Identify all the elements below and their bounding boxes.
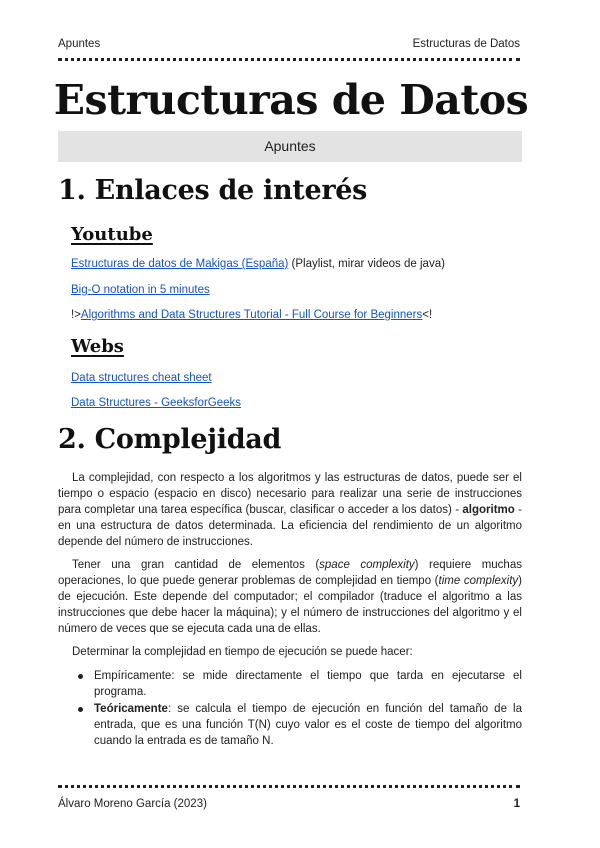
list-item (71, 258, 445, 270)
list-item (71, 397, 241, 409)
document-subtitle: Apuntes (58, 131, 522, 162)
list-item (71, 372, 212, 384)
bullet-text: : se mide directamente el tiempo que tarda en ejecutarse el programa. (94, 670, 522, 698)
list-item (58, 668, 522, 700)
paragraph-text: Tener una gran cantidad de elementos ( (72, 559, 320, 571)
link-cheat-sheet[interactable]: Data structures cheat sheet (71, 372, 212, 384)
list-item (71, 284, 210, 296)
subheading-youtube: Youtube (71, 224, 153, 245)
paragraph-complejidad (58, 470, 522, 550)
italic-term: space complexity (319, 559, 415, 571)
list-item (58, 701, 522, 749)
italic-term: time complexity (438, 575, 519, 587)
bullet-text: : se calcula el tiempo de ejecución en función del tamaño de la entrada, que es una función T(N) cuyo valor es el coste de tiempo del algoritmo cuando la entrada es de tamaño N. (94, 703, 522, 747)
section-heading-enlaces: 1. Enlaces de interés (58, 175, 368, 206)
footer-author: Álvaro Moreno García (2023) (58, 798, 207, 810)
paragraph-elementos (58, 557, 522, 637)
bullet-list (58, 668, 522, 750)
link-makigas-playlist[interactable]: Estructuras de datos de Makigas (España) (71, 258, 289, 270)
subheading-webs: Webs (71, 336, 124, 357)
section-heading-complejidad: 2. Complejidad (58, 424, 282, 455)
paragraph-text: ) de ejecución. Este depende del computador; el compilador (traduce el algoritmo a las instrucciones que debe hacer la máquina); y el número de instrucciones del algoritmo y el número de veces que se ejecuta cada una de ellas. (58, 575, 522, 635)
header-left: Apuntes (58, 38, 101, 50)
paragraph-text: ) requiere muchas operaciones, lo que puede generar problemas de complejidad en tiempo ( (58, 559, 522, 587)
bullet-icon (78, 707, 83, 712)
page-header (58, 38, 520, 50)
bullet-term: Teóricamente (94, 703, 168, 715)
link-suffix: <! (422, 309, 433, 321)
footer-divider (58, 785, 520, 788)
document-title: Estructuras de Datos (53, 76, 529, 124)
header-divider (58, 58, 520, 61)
paragraph-determinar: Determinar la complejidad en tiempo de ejecución se puede hacer: (72, 646, 413, 658)
bold-term: algoritmo (462, 504, 515, 516)
header-right: Estructuras de Datos (412, 38, 520, 50)
link-big-o[interactable]: Big-O notation in 5 minutes (71, 284, 210, 296)
list-item (71, 309, 432, 321)
link-prefix: !> (71, 309, 81, 321)
link-algorithms-tutorial[interactable]: Algorithms and Data Structures Tutorial - Full Course for Beginners (80, 309, 423, 321)
page-footer (58, 798, 520, 810)
bullet-icon (78, 674, 83, 679)
bullet-term: Empíricamente (94, 670, 172, 682)
page-number: 1 (513, 798, 520, 810)
paragraph-text: - en una estructura de datos determinada. La eficiencia del rendimiento de un algoritmo depende del número de instrucciones. (58, 504, 523, 548)
link-geeksforgeeks[interactable]: Data Structures - GeeksforGeeks (71, 397, 242, 409)
paragraph-text: La complejidad, con respecto a los algoritmos y las estructuras de datos, puede ser el tiempo o espacio (espacio en disco) necesario para realizar una serie de instrucciones para completar una tarea específica (buscar, clasificar o acceder a los datos) - (58, 472, 522, 516)
link-note: (Playlist, mirar videos de java) (288, 258, 445, 270)
